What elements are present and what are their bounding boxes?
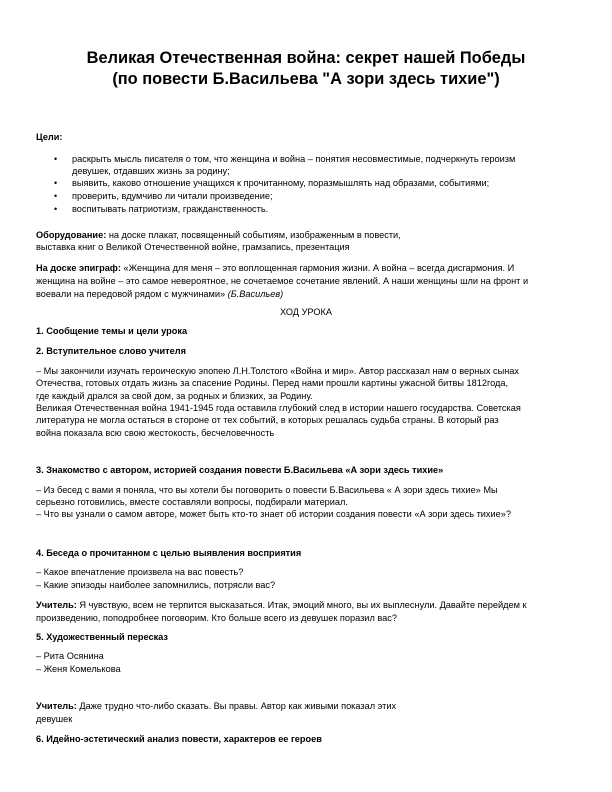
bullet-icon: • xyxy=(54,204,58,214)
equipment-label: Оборудование: xyxy=(36,230,107,240)
epigraph-label: На доске эпиграф: xyxy=(36,263,121,273)
epigraph-text: «Женщина для меня – это воплощенная гармония жизни. А война – всегда дисгармония. И xyxy=(120,263,515,273)
bullet-icon: • xyxy=(54,191,58,201)
epigraph-line-3 xyxy=(36,288,283,300)
title-line-1: Великая Отечественная война: секрет нашей Победы xyxy=(86,49,526,67)
teacher-label: Учитель: xyxy=(36,600,77,610)
section-3-line: – Из бесед с вами я поняла, что вы хотели бы поговорить о повести Б.Васильева « А зори здесь тихие» Мы xyxy=(36,485,498,495)
goal-item-2: выявить, каково отношение учащихся к прочитанному, поразмышлять над образами, событиями; xyxy=(72,178,490,188)
section-5-heading: 5. Художественный пересказ xyxy=(36,632,168,642)
section-5-item: – Рита Осянина xyxy=(36,651,104,661)
equipment-line-1 xyxy=(36,229,401,241)
section-4-question: – Какие эпизоды наиболее запомнились, потрясли вас? xyxy=(36,580,276,590)
teacher-text: Я чувствую, всем не терпится высказаться. Итак, эмоций много, вы их выплеснули. Давайте перейдем к xyxy=(76,600,527,610)
equipment-line-2: выставка книг о Великой Отечественной войне, грамзапись, презентация xyxy=(36,242,350,252)
goal-item-4: воспитывать патриотизм, гражданственность. xyxy=(72,204,269,214)
goal-item-1-line-1: раскрыть мысль писателя о том, что женщина и война – понятия несовместимые, подчеркнуть героизм xyxy=(72,154,516,164)
bullet-icon: • xyxy=(54,178,58,188)
section-3-line: – Что вы узнали о самом авторе, может быть кто-то знает об истории создания повести «А зори здесь тихие»? xyxy=(36,509,511,519)
section-4-heading: 4. Беседа о прочитанном с целью выявления восприятия xyxy=(36,548,302,558)
epigraph-line-1 xyxy=(36,262,514,274)
goals-label: Цели: xyxy=(36,132,63,142)
equipment-text: на доске плакат, посвященный событиям, изображенным в повести, xyxy=(106,230,401,240)
section-2-line: Отечества, готовых отдать жизнь за спасение Родины. Перед нами прошли картины ужасной битвы 1812года, xyxy=(36,378,509,388)
section-2-line: война показала всю свою жестокость, бесчеловечность xyxy=(36,428,275,438)
teacher-label: Учитель: xyxy=(36,701,77,711)
epigraph-author: (Б.Васильев) xyxy=(227,289,284,299)
section-2-line: литература не могла остаться в стороне от тех событий, в которых решалась судьба страны. В который раз xyxy=(36,415,499,425)
section-3-heading: 3. Знакомство с автором, историей создания повести Б.Васильева «А зори здесь тихие» xyxy=(36,465,444,475)
section-2-line: – Мы закончили изучать героическую эпопею Л.Н.Толстого «Война и мир». Автор рассказал нам о верных сынах xyxy=(36,366,519,376)
section-4-question: – Какое впечатление произвела на вас повесть? xyxy=(36,567,244,577)
section-1-heading: 1. Сообщение темы и цели урока xyxy=(36,326,188,336)
section-2-line: Великая Отечественная война 1941-1945 года оставила глубокий след в истории нашего государства. Советская xyxy=(36,403,521,413)
lesson-heading: ХОД УРОКА xyxy=(280,307,332,317)
goal-item-3: проверить, вдумчиво ли читали произведение; xyxy=(72,191,273,201)
teacher-text: Даже трудно что-либо сказать. Вы правы. Автор как живыми показал этих xyxy=(76,701,397,711)
teacher-2-line-1 xyxy=(36,700,396,712)
epigraph-text-end: воевали на передовой рядом с мужчинами» xyxy=(36,289,226,299)
teacher-2-line-2: девушек xyxy=(36,714,73,724)
section-6-heading: 6. Идейно-эстетический анализ повести, характеров ее героев xyxy=(36,734,322,744)
bullet-icon: • xyxy=(54,154,58,164)
title-line-2: (по повести Б.Васильева "А зори здесь тихие") xyxy=(112,70,500,88)
section-4-teacher-line-2: произведению, поподробнее поговорим. Кто больше всего из девушек поразил вас? xyxy=(36,613,397,623)
section-4-teacher-line-1 xyxy=(36,599,526,611)
goal-item-1-line-2: девушек, отдавших жизнь за родину; xyxy=(72,166,230,176)
epigraph-line-2: женщина на войне – это самое невероятное, не сочетаемое сочетание явлений. А наши женщины шли на фронт и xyxy=(36,276,529,286)
section-2-line: где каждый дрался за свой дом, за родных и близких, за Родину. xyxy=(36,391,313,401)
section-2-heading: 2. Вступительное слово учителя xyxy=(36,346,186,356)
section-5-item: – Женя Комелькова xyxy=(36,664,121,674)
section-3-line: серьезно готовились, вместе составляли вопросы, подбирали материал. xyxy=(36,497,348,507)
